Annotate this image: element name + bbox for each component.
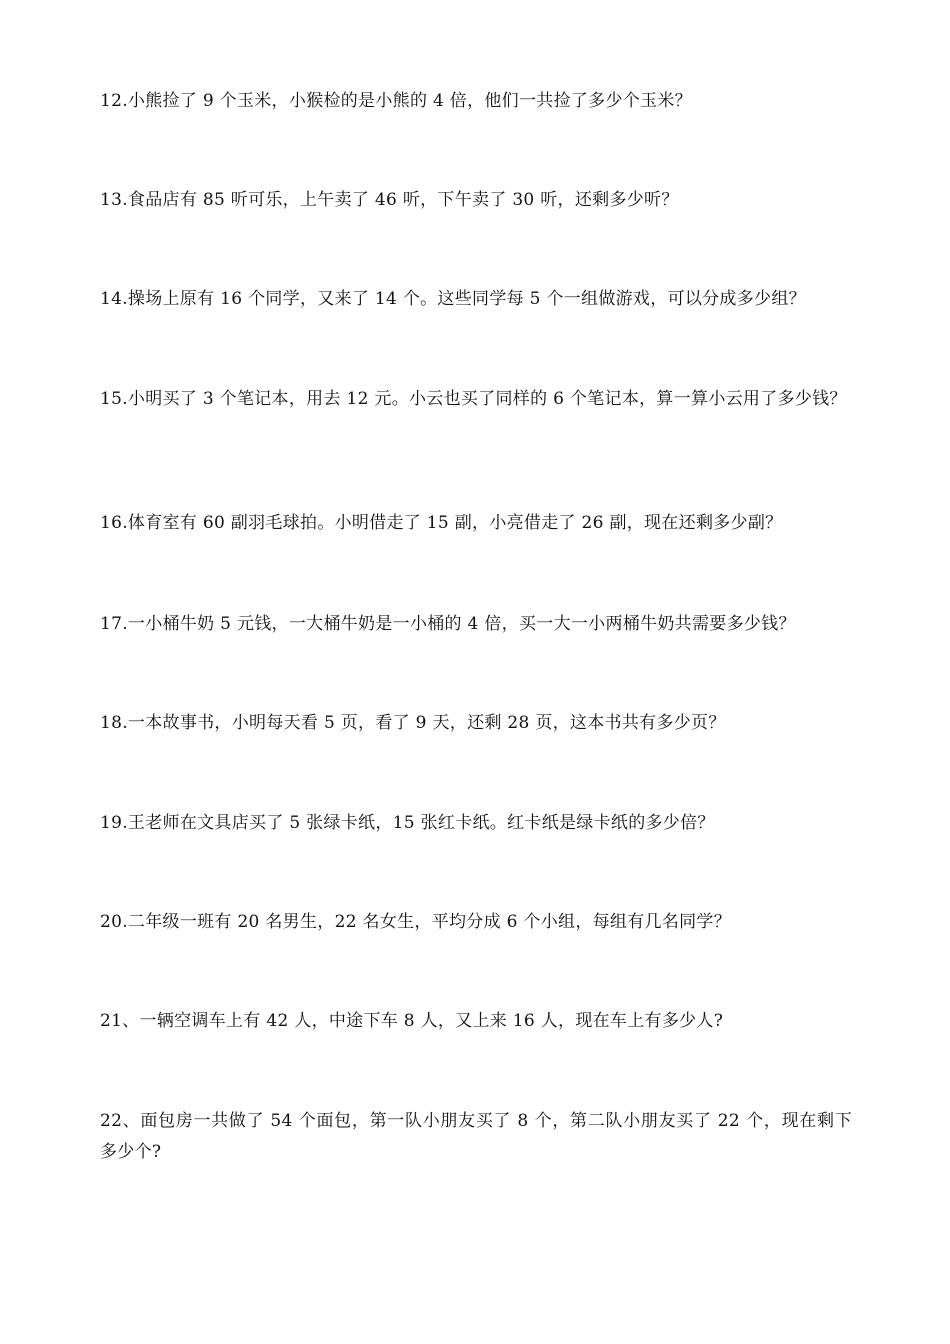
problem-13: 13.食品店有 85 听可乐，上午卖了 46 听，下午卖了 30 听，还剩多少听？	[100, 190, 679, 210]
problem-16: 16.体育室有 60 副羽毛球拍。小明借走了 15 副，小亮借走了 26 副，现在还剩多少副？	[100, 513, 783, 533]
problem-17: 17.一小桶牛奶 5 元钱，一大桶牛奶是一小桶的 4 倍，买一大一小两桶牛奶共需要多少钱？	[100, 614, 796, 634]
problem-20: 20.二年级一班有 20 名男生，22 名女生，平均分成 6 个小组，每组有几名同学？	[100, 912, 732, 932]
problem-22: 22、面包房一共做了 54 个面包，第一队小朋友买了 8 个，第二队小朋友买了 22 个，现在剩下多少个?	[100, 1111, 852, 1162]
problem-19: 19.王老师在文具店买了 5 张绿卡纸，15 张红卡纸。红卡纸是绿卡纸的多少倍？	[100, 813, 715, 833]
problem-21: 21、一辆空调车上有 42 人，中途下车 8 人，又上来 16 人，现在车上有多少人?	[100, 1011, 724, 1031]
problem-15: 15.小明买了 3 个笔记本，用去 12 元。小云也买了同样的 6 个笔记本，算一算小云用了多少钱？	[100, 389, 847, 409]
problem-18: 18.一本故事书，小明每天看 5 页，看了 9 天，还剩 28 页，这本书共有多少页？	[100, 713, 726, 733]
problem-12: 12.小熊捡了 9 个玉米，小猴检的是小熊的 4 倍，他们一共捡了多少个玉米？	[100, 91, 692, 111]
problem-14: 14.操场上原有 16 个同学，又来了 14 个。这些同学每 5 个一组做游戏，可以分成多少组？	[100, 289, 806, 309]
